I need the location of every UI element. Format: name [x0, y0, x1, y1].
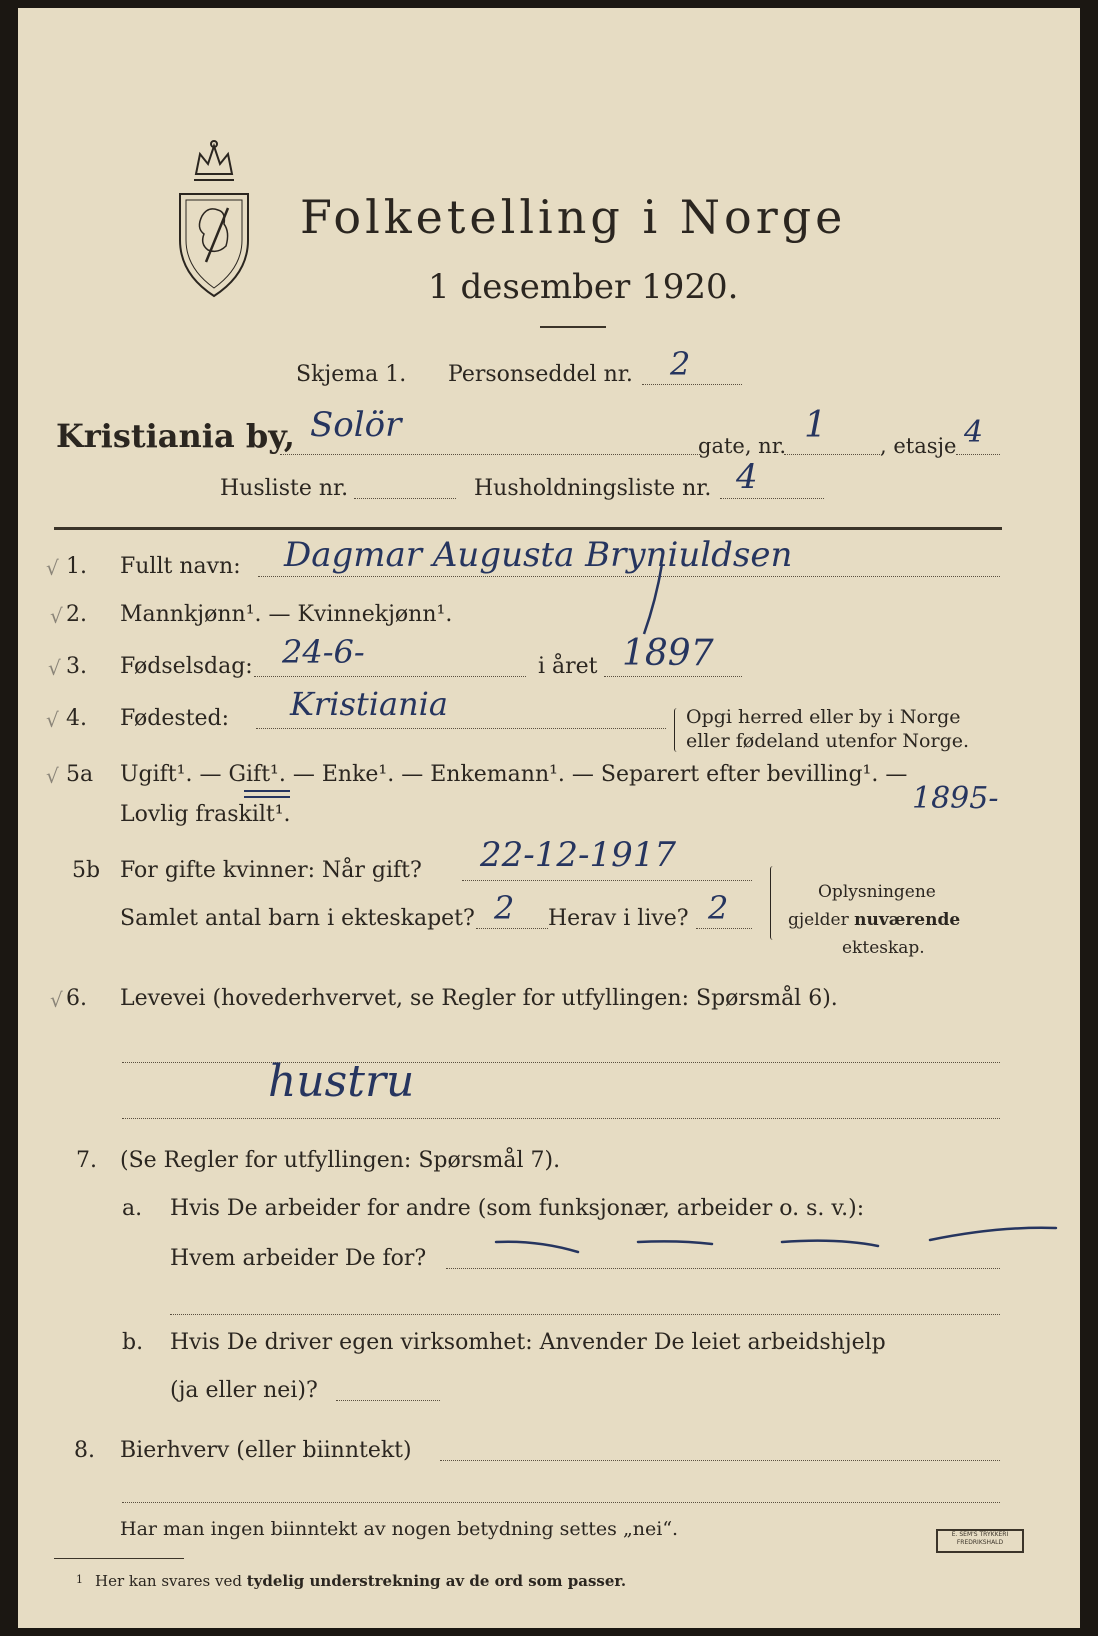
footnote [76, 1574, 626, 1589]
q5b-brace [770, 866, 776, 940]
q1-number: 1. [66, 554, 87, 579]
nr-line [784, 454, 880, 455]
q6-number: 6. [66, 986, 87, 1011]
q3-number: 3. [66, 654, 87, 679]
husholdningsliste-line [720, 498, 824, 499]
q1-value: Dagmar Augusta Bryniuldsen [284, 535, 793, 575]
personseddel-line [642, 384, 742, 385]
q4-label: Fødested: [120, 706, 230, 731]
title-rule [540, 326, 606, 328]
q7a-dash-strokes [478, 1218, 1078, 1268]
q7a-line-2 [170, 1314, 1000, 1315]
q7-label: (Se Regler for utfyllingen: Spørsmål 7). [120, 1148, 561, 1173]
q3-label: Fødselsdag: [120, 654, 253, 679]
q1-label: Fullt navn: [120, 554, 241, 579]
q7a-label: Hvis De arbeider for andre (som funksjonær, arbeider o. s. v.): [170, 1196, 865, 1221]
q3-year-line [604, 676, 742, 677]
footnote-text: Her kan svares ved [95, 1572, 242, 1590]
husholdningsliste-label: Husholdningsliste nr. [474, 476, 712, 501]
q8-number: 8. [74, 1438, 95, 1463]
q8-note: Har man ingen biinntekt av nogen betydning settes „nei“. [120, 1518, 679, 1540]
selection-stroke [638, 560, 668, 638]
q4-number: 4. [66, 706, 87, 731]
census-date: 1 desember 1920. [428, 267, 739, 307]
q5a-label-2: Lovlig fraskilt¹. [120, 802, 291, 827]
check-mark-icon: √ [50, 604, 63, 628]
q5b-value: 22-12-1917 [480, 835, 677, 875]
gift-underline-2 [244, 796, 290, 798]
check-mark-icon: √ [50, 988, 63, 1012]
q1-line [258, 576, 1000, 577]
husliste-line [354, 498, 456, 499]
q7b-label: Hvis De driver egen virksomhet: Anvender De leiet arbeidshjelp [170, 1330, 886, 1355]
q4-line [256, 728, 666, 729]
q7b-label-2: (ja eller nei)? [170, 1378, 318, 1403]
q4-value: Kristiania [290, 685, 448, 723]
personseddel-label: Personseddel nr. [448, 362, 633, 387]
q5b-children-value: 2 [494, 889, 515, 927]
q7a-letter: a. [122, 1196, 143, 1221]
husholdningsliste-value: 4 [736, 457, 758, 497]
q7-number: 7. [76, 1148, 97, 1173]
q5b-note-1: Oplysningene [818, 882, 936, 902]
skjema-label: Skjema 1. [296, 362, 407, 387]
q5b-line [462, 880, 752, 881]
printer-stamp: E. SEM'S TRYKKERI FREDRIKSHALD [936, 1529, 1024, 1553]
q7a-line-1 [446, 1268, 1000, 1269]
q6-label: Levevei (hovederhvervet, se Regler for utfyllingen: Spørsmål 6). [120, 986, 838, 1011]
q7b-line [336, 1400, 440, 1401]
q7b-letter: b. [122, 1330, 144, 1355]
check-mark-icon: √ [48, 656, 61, 680]
etasje-value: 4 [964, 415, 984, 450]
street-value: Solör [310, 405, 402, 445]
gift-underline [244, 790, 290, 792]
check-mark-icon: √ [46, 708, 59, 732]
q5b-note-2a: gjelder [788, 910, 849, 930]
footnote-rule [54, 1558, 184, 1559]
etasje-label: , etasje [880, 434, 957, 458]
q5a-margin-note: 1895- [912, 781, 999, 816]
personseddel-value: 2 [670, 345, 691, 383]
section-rule [54, 527, 1002, 530]
q5b-note-2b: nuværende [854, 910, 961, 930]
q8-label: Bierhverv (eller biinntekt) [120, 1438, 412, 1463]
q5a-label: Ugift¹. — Gift¹. — Enke¹. — Enkemann¹. — Separert efter bevilling¹. — [120, 762, 908, 787]
q6-value: hustru [268, 1056, 415, 1107]
city-label: Kristiania by, [56, 417, 295, 455]
q5b-alive-value: 2 [708, 889, 729, 927]
q3-year-label: i året [538, 654, 598, 679]
q6-line-1 [122, 1062, 1000, 1063]
q3-line [254, 676, 526, 677]
q4-note-1: Opgi herred eller by i Norge [686, 706, 961, 728]
q5b-children-label: Samlet antal barn i ekteskapet? [120, 906, 475, 931]
q5b-children-line [476, 928, 548, 929]
q6-line-2 [122, 1118, 1000, 1119]
q4-note-2: eller fødeland utenfor Norge. [686, 730, 970, 752]
q8-line-1 [440, 1460, 1000, 1461]
q4-brace [674, 708, 680, 752]
q8-line-2 [122, 1502, 1000, 1503]
form-title: Folketelling i Norge [300, 190, 847, 244]
nr-value: 1 [804, 405, 827, 446]
q2-label: Mannkjønn¹. — Kvinnekjønn¹. [120, 602, 453, 627]
q2-number: 2. [66, 602, 87, 627]
check-mark-icon: √ [46, 556, 59, 580]
footnote-marker: 1 [76, 1573, 83, 1586]
q5b-alive-label: Herav i live? [548, 906, 689, 931]
q3-year-value: 1897 [622, 633, 714, 674]
q3-value: 24-6- [282, 633, 365, 671]
q5b-alive-line [696, 928, 752, 929]
check-mark-icon: √ [46, 764, 59, 788]
gate-label: gate, nr. [698, 434, 787, 458]
norwegian-coat-of-arms-icon [168, 136, 260, 300]
etasje-line [956, 454, 1000, 455]
q5b-number: 5b [72, 858, 101, 883]
census-form [18, 8, 1080, 1628]
q5b-note-2 [788, 912, 960, 929]
husliste-label: Husliste nr. [220, 476, 349, 501]
footnote-bold-text: tydelig understrekning av de ord som passer. [246, 1572, 627, 1590]
q7a-label-2: Hvem arbeider De for? [170, 1246, 427, 1271]
q5a-number: 5a [66, 762, 94, 787]
q5b-note-3: ekteskap. [842, 938, 925, 958]
street-line [280, 454, 700, 455]
q5b-label: For gifte kvinner: Når gift? [120, 858, 422, 883]
